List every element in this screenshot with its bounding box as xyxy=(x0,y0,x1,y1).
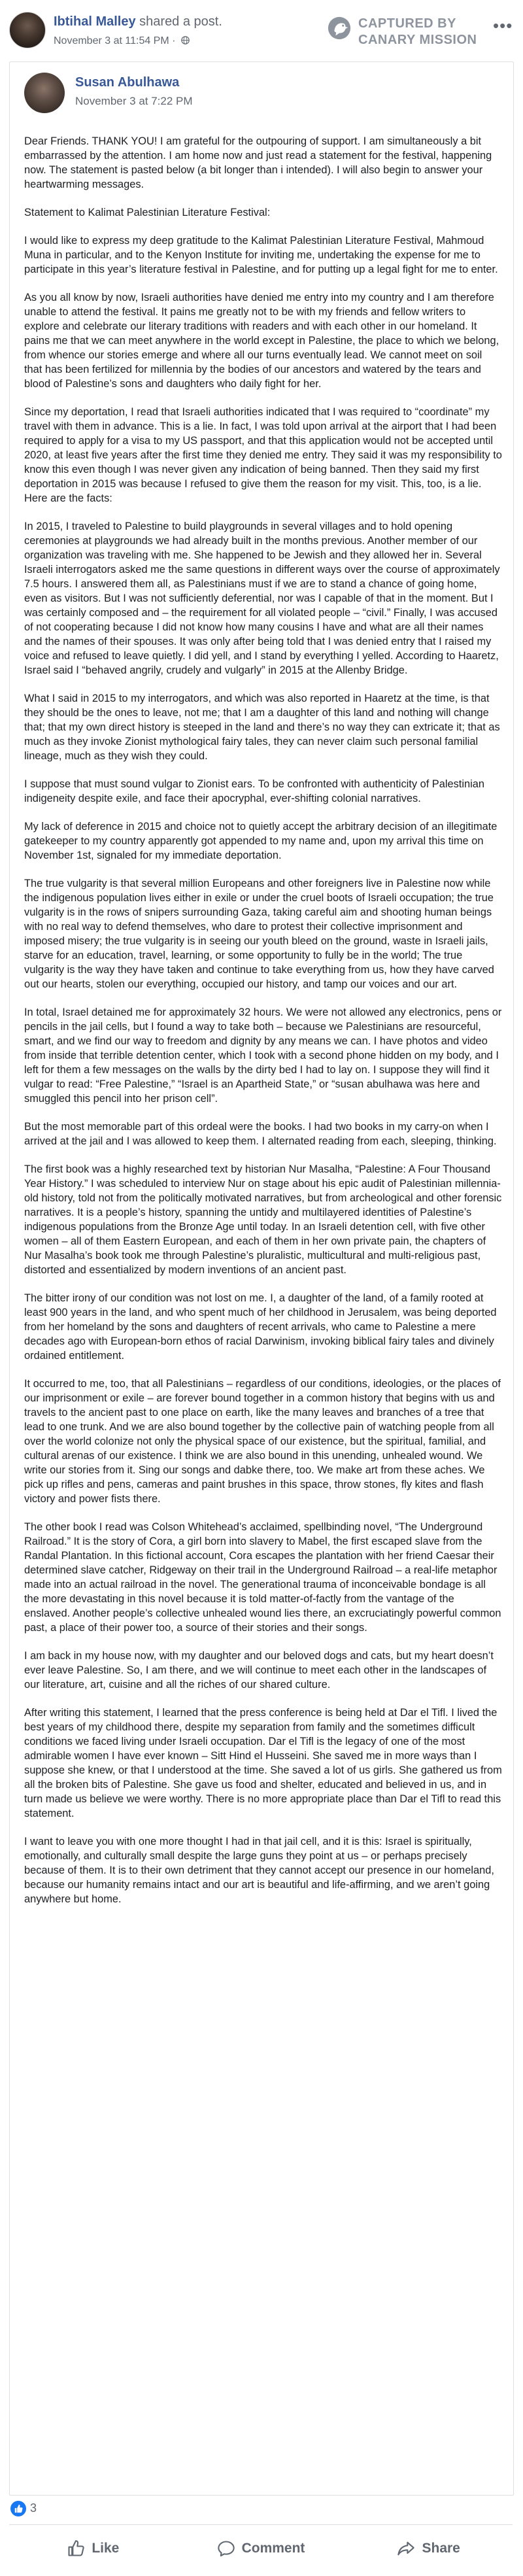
more-dots-icon[interactable]: ••• xyxy=(493,16,513,35)
post-paragraph: As you all know by now, Israeli authorities have denied me entry into my country and I am therefore unable to attend the festival. It pains me greatly not to be with my friends and fellow writers to explore and celebrate our literary traditions with readers and with each other in our homeland. It pains me that we can meet anywhere in the world except in Palestine, the place to which we belong, from whence our stories emerge and where all our turns eventually lead. We cannot meet on soil that has been fertilized for millennia by the bodies of our ancestors and watered by the tears and blood of Palestine’s sons and daughters who daily fight for her. xyxy=(24,292,499,390)
post-timestamp[interactable] xyxy=(54,35,190,47)
post-paragraph: My lack of deference in 2015 and choice not to quietly accept the arbitrary decision of an illegitimate gatekeeper to my country apparently got appended to my name and, upon my arrival this time on November 1st, signaled for my immediate deportation. xyxy=(24,821,498,861)
post-paragraph: I want to leave you with one more thought I had in that jail cell, and it is this: Israel is spiritually, emotionally, and culturally small despite the large guns they point at us – or perhaps precisely because of them. It is to their own detriment that they cannot accept our presence in our homeland, because our humanity remains intact and our art is beautiful and life-affirming, and we aren’t going anywhere but home. xyxy=(24,1836,494,1905)
post-timestamp-text[interactable]: November 3 at 11:54 PM · xyxy=(54,35,178,46)
post-paragraph: But the most memorable part of this ordeal were the books. I had two books in my carry-on when I arrived at the jail and I was allowed to keep them. I alternated reading from each, sleeping, thinking. xyxy=(24,1121,497,1147)
post-paragraph: After writing this statement, I learned that the press conference is being held at Dar el Tifl. I lived the best years of my childhood there, despite my separation from family and the sometimes difficult conditions we faced living under Israeli occupation. Dar el Tifl is the legacy of one of the most admirable women I have ever known – Sitt Hind el Husseini. She saved me in more ways than I suppose she knew, or that I understood at the time. She saved a lot of us girls. She gathered us from all the broken bits of Palestine. She gave us food and shelter, educated and believed in us, and in turn made us believe we were worthy. There is no more appropriate place than Dar el Tifl to read this statement. xyxy=(24,1707,502,1819)
like-label: Like xyxy=(92,2541,120,2556)
post-paragraph: I would like to express my deep gratitude to the Kalimat Palestinian Literature Festival, Mahmoud Muna in particular, and to the Kenyon Institute for inviting me, undertaking the expense for me to participate in this year’s literature festival in Palestine, and for putting up a legal fight for me to enter. xyxy=(24,235,498,275)
comment-button[interactable] xyxy=(177,2528,345,2569)
post-paragraph: I suppose that must sound vulgar to Zionist ears. To be confronted with authenticity of Palestinian indigeneity despite exile, and face their apocryphal, ever-shifting colonial narratives. xyxy=(24,778,484,804)
post-body xyxy=(24,134,503,1920)
share-icon xyxy=(397,2539,415,2558)
shared-post-timestamp[interactable]: November 3 at 7:22 PM xyxy=(75,95,193,107)
post-paragraph: It occurred to me, too, that all Palestinians – regardless of our conditions, ideologies, or the places of our imprisonment or exile – are forever bound together in a common history that begins with us and travels to the ancient past to one place on earth, like the many leaves and branches of a tree that lead to one trunk. And we are also bound together by the collective pain of watching people from all over the world colonize not only the physical space of our existence, but the spiritual, familial, and cultural arenas of our existence. I think we are also bound in this unending, unhealed wound. We write our stories from it. Sing our songs and dabke there, too. We make art from these aches. We pick up rifles and pens, cameras and paint brushes in this space, throw stones, fly kites and flash victory and power fists there. xyxy=(24,1378,501,1505)
post-paragraph: Dear Friends. THANK YOU! I am grateful for the outpouring of support. I am simultaneously a bit embarrassed by the attention. I am home now and just read a statement for the festival, happening now. The statement is pasted below (a bit longer than i intended). I will also begin to answer your heartwarming messages. xyxy=(24,135,492,190)
actions-divider xyxy=(9,2524,513,2525)
post-paragraph: The other book I read was Colson Whitehead’s acclaimed, spellbinding novel, “The Underground Railroad.” It is the story of Cora, a girl born into slavery to Mabel, the first escaped slave from the Randal Plantation. In this fictional account, Cora escapes the plantation with her friend Caesar their determined slave catcher, Ridgeway on their trail in the Underground Railroad – a real-life metaphor made into an actual railroad in the novel. The generational trauma of inconceivable bondage is all the more devastating in this novel because it is told matter-of-factly from the vantage of the enslaved. Another people’s collective unhealed wound lies there, an excruciatingly powerful common past, a place of their power too, a source of their stories and their songs. xyxy=(24,1521,501,1634)
like-icon xyxy=(67,2539,85,2558)
post-paragraph: What I said in 2015 to my interrogators, and which was also reported in Haaretz at the time, is that they should be the ones to leave, not me; that I am a daughter of this land and nothing will change that; that my own direct history is steeped in the land and there’s no way they can extricate it; that as much as they invoke Zionist mythological fairy tales, they can never claim such personal familial lineage, much as they wish they could. xyxy=(24,693,500,762)
comment-icon xyxy=(217,2539,235,2558)
post-header xyxy=(0,0,523,65)
canary-mission-watermark xyxy=(327,13,484,51)
poster-action: shared a post. xyxy=(139,14,222,29)
shared-author-name[interactable]: Susan Abulhawa xyxy=(75,75,180,90)
post-paragraph: In 2015, I traveled to Palestine to build playgrounds in several villages and to hold opening ceremonies at playgrounds we had already built in the months previous. Another member of our organization was traveling with me. She happened to be Jewish and they allowed her in. Several Israeli interrogators asked me the same questions in different ways over the course of approximately 7.5 hours. I answered them all, as Palestinians must if we are to stand a chance of going home, even as visitors. But I was not sufficiently deferential, nor was I capable of that in the moment. But I was certainly composed and – the requirement for all violated people – “civil.” Finally, I was accused of not cooperating because I did not know how many cousins I have and what are all their names and the names of their spouses. It was only after being told that I was denied entry that I raised my voice and refused to leave quietly. I did yell, and I stand by everything I yelled. According to Haaretz, Israel said I “behaved angrily, crudely and vulgarly” in 2015 at the Allenby Bridge. xyxy=(24,521,500,676)
like-button[interactable] xyxy=(9,2528,177,2569)
reaction-count: 3 xyxy=(30,2501,37,2515)
shared-post-card xyxy=(9,61,514,2496)
comment-label: Comment xyxy=(241,2541,305,2556)
post-paragraph: In total, Israel detained me for approximately 32 hours. We were not allowed any electronics, pens or pencils in the jail cells, but I found a way to take both – because we Palestinians are resourceful, smart, and we find our way to freedom and dignity by any means we can. I have photos and video from inside that terrible detention center, which I took with a second phone hidden on my body, and I left for them a few messages on the walls by the dirty bed I had to lay on. I suppose they will find it vulgar to read: “Free Palestine,” “Israel is an Apartheid State,” or “susan abulhawa was here and smuggled this pencil into her prison cell”. xyxy=(24,1006,502,1105)
canary-mission-text: CAPTURED BY CANARY MISSION xyxy=(358,16,477,47)
share-button[interactable] xyxy=(345,2528,513,2569)
post-paragraph: Statement to Kalimat Palestinian Literature Festival: xyxy=(24,207,271,218)
post-paragraph: I am back in my house now, with my daughter and our beloved dogs and cats, but my heart doesn’t ever leave Palestine. So, I am there, and we will continue to meet each other in the landscapes of our literature, art, cuisine and all the riches of our shared culture. xyxy=(24,1650,494,1691)
avatar[interactable] xyxy=(9,12,46,48)
post-paragraph: The first book was a highly researched text by historian Nur Masalha, “Palestine: A Four Thousand Year History.” I was scheduled to interview Nur on stage about his epic audit of Palestinian millennia-old history, told not from the politically motivated narratives, but from archeological and other forensic narratives. It is a people’s history, spanning the untidy and multilayered identities of Palestine’s indigenous populations from the Bronze Age until today. In an Israeli detention cell, with five other women – all of them Eastern European, and each of them in her own private pain, the chapters of Nur Masalha’s book took me through Palestine’s pluralistic, multicultural and multi-religious past, distorted and essentialized by modern inventions of an ancient past. xyxy=(24,1163,502,1276)
canary-logo-icon xyxy=(327,16,352,41)
post-actions xyxy=(9,2528,513,2569)
thumbs-up-icon xyxy=(10,2501,26,2516)
share-label: Share xyxy=(422,2541,460,2556)
poster-name[interactable]: Ibtihal Malley xyxy=(54,14,136,29)
shared-author-avatar[interactable] xyxy=(24,73,65,113)
globe-icon xyxy=(181,36,190,44)
poster-line xyxy=(54,14,222,29)
post-paragraph: Since my deportation, I read that Israeli authorities indicated that I was required to “coordinate” my travel with them in advance. This is a lie. In fact, I was told upon arrival at the airport that I had been required to apply for a visa to my US passport, and that this application would not be accepted until 2020, at least five years after the first time they denied me entry. They said it was my responsibility to know this even though I was never given any indication of being banned. Then they said my first deportation in 2015 was because I refused to give them the reason for my visit. This, too, is a lie. Here are the facts: xyxy=(24,406,502,504)
post-paragraph: The bitter irony of our condition was not lost on me. I, a daughter of the land, of a family rooted at least 900 years in the land, and who spent much of her childhood in Jerusalem, was being deported from her homeland by the sons and daughters of recent arrivals, who came to Palestine a mere decades ago with European-born ethos of racial Darwinism, invoking biblical fairy tales and divinely ordained entitlement. xyxy=(24,1292,497,1362)
post-paragraph: The true vulgarity is that several million Europeans and other foreigners live in Palestine now while the indigenous population lives either in exile or under the cruel boots of Israeli occupation; the true vulgarity is in the rows of snipers surrounding Gaza, taking careful aim and shooting human beings with no real way to defend themselves, who dare to protest their collective imprisonment and imposed misery; the true vulgarity is in seeing our youth bleed on the ground, waste in Israeli jails, starve for an education, travel, learning, or some opportunity to fully be in the world; The true vulgarity is the way they have taken and continue to take everything from us, how they have carved out our hearts, stolen our everything, occupied our history, and tamp our voices and our art. xyxy=(24,878,494,990)
